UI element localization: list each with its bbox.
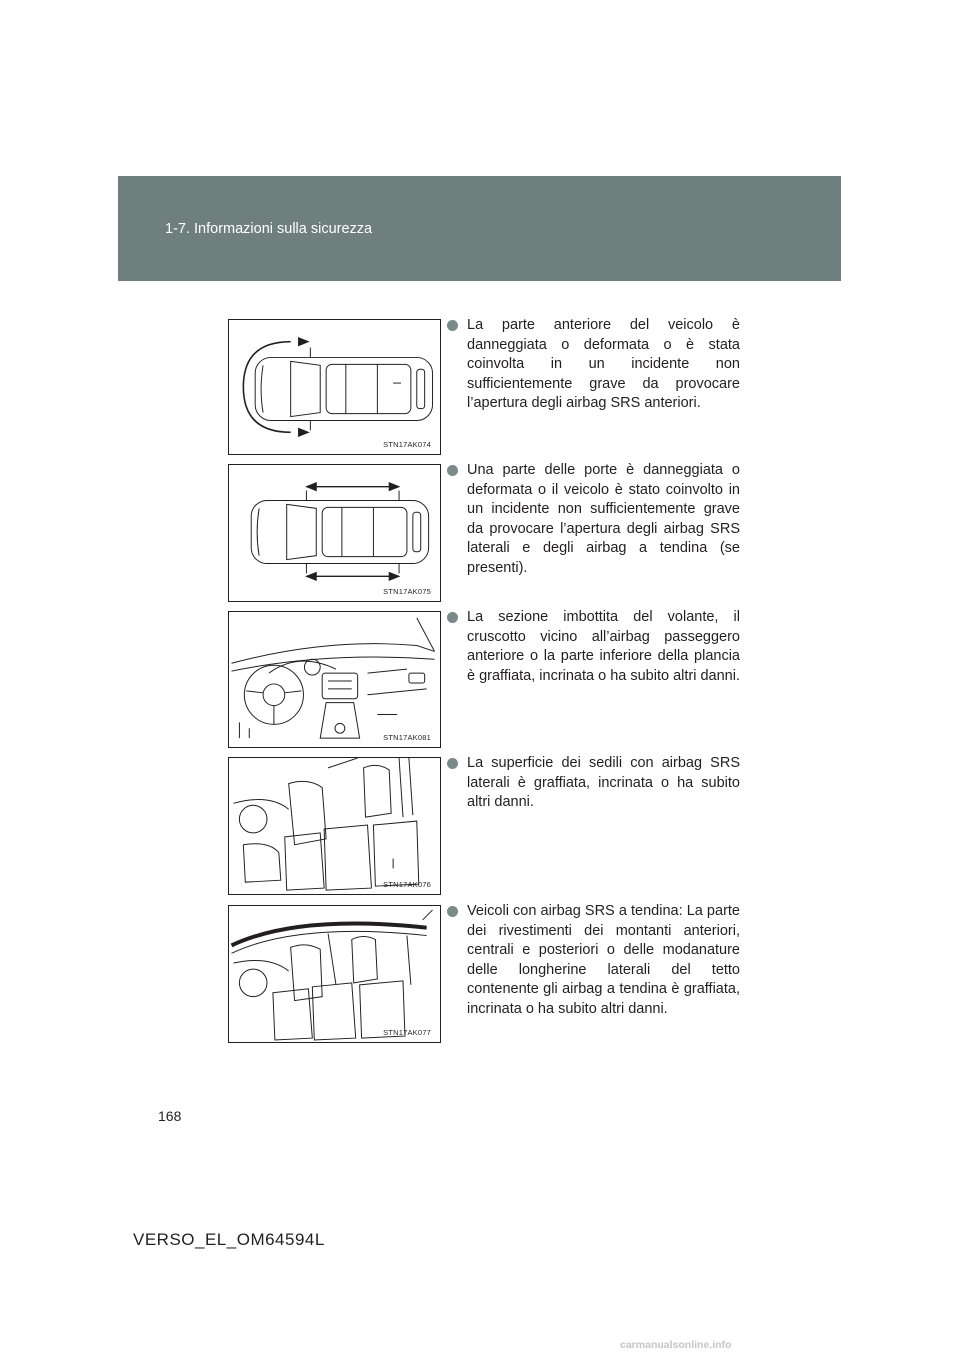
bullet-icon — [447, 906, 458, 917]
figure-code: STN17AK074 — [383, 440, 431, 449]
car-top-view-front-damage-illustration — [229, 320, 440, 454]
figure-dashboard — [228, 611, 441, 748]
dashboard-interior-illustration — [229, 612, 440, 747]
bullet-icon — [447, 612, 458, 623]
figure-code: STN17AK075 — [383, 587, 431, 596]
bullet-icon — [447, 320, 458, 331]
figure-front-damage — [228, 319, 441, 455]
section-header — [118, 176, 841, 281]
item-text: La superficie dei sedili con airbag SRS laterali è graffiata, incrinata o ha subito altri danni. — [467, 755, 740, 811]
figure-code: STN17AK076 — [383, 880, 431, 889]
list-item — [448, 608, 740, 686]
bullet-icon — [447, 465, 458, 476]
item-text: La parte anteriore del veicolo è danneggiata o deformata o è stata coinvolta in un incidente non sufficientemente grave da provocare l’apertura degli airbag SRS anteriori. — [467, 317, 740, 412]
list-item — [448, 754, 740, 813]
figure-seats — [228, 757, 441, 895]
section-title: 1-7. Informazioni sulla sicurezza — [165, 221, 373, 237]
bullet-icon — [447, 758, 458, 769]
page-number: 168 — [158, 1108, 182, 1124]
document-code: VERSO_EL_OM64594L — [133, 1230, 325, 1249]
car-top-view-side-damage-illustration — [229, 465, 440, 601]
figure-code: STN17AK081 — [383, 733, 431, 742]
curtain-airbag-pillars-illustration — [229, 906, 440, 1042]
list-item — [448, 316, 740, 414]
side-airbag-seats-illustration — [229, 758, 440, 894]
item-text: Veicoli con airbag SRS a tendina: La parte dei rivestimenti dei montanti anteriori, centrali e posteriori o delle modanature delle longherine laterali del tetto contenente gli airbag a tendina è graffiata, incrinata o ha subito altri danni. — [467, 903, 740, 1017]
item-text: Una parte delle porte è danneggiata o deformata o il veicolo è stato coinvolto in un incidente non sufficientemente grave da provocare l’apertura degli airbag SRS laterali e degli airbag a tendina (se presenti). — [467, 462, 740, 576]
figure-curtain-airbags — [228, 905, 441, 1043]
list-item — [448, 902, 740, 1020]
figure-code: STN17AK077 — [383, 1028, 431, 1037]
watermark: carmanualsonline.info — [620, 1339, 732, 1351]
list-item — [448, 461, 740, 579]
figure-side-damage — [228, 464, 441, 602]
item-text: La sezione imbottita del volante, il cruscotto vicino all’airbag passeggero anteriore o la parte inferiore della plancia è graffiata, incrinata o ha subito altri danni. — [467, 609, 740, 684]
